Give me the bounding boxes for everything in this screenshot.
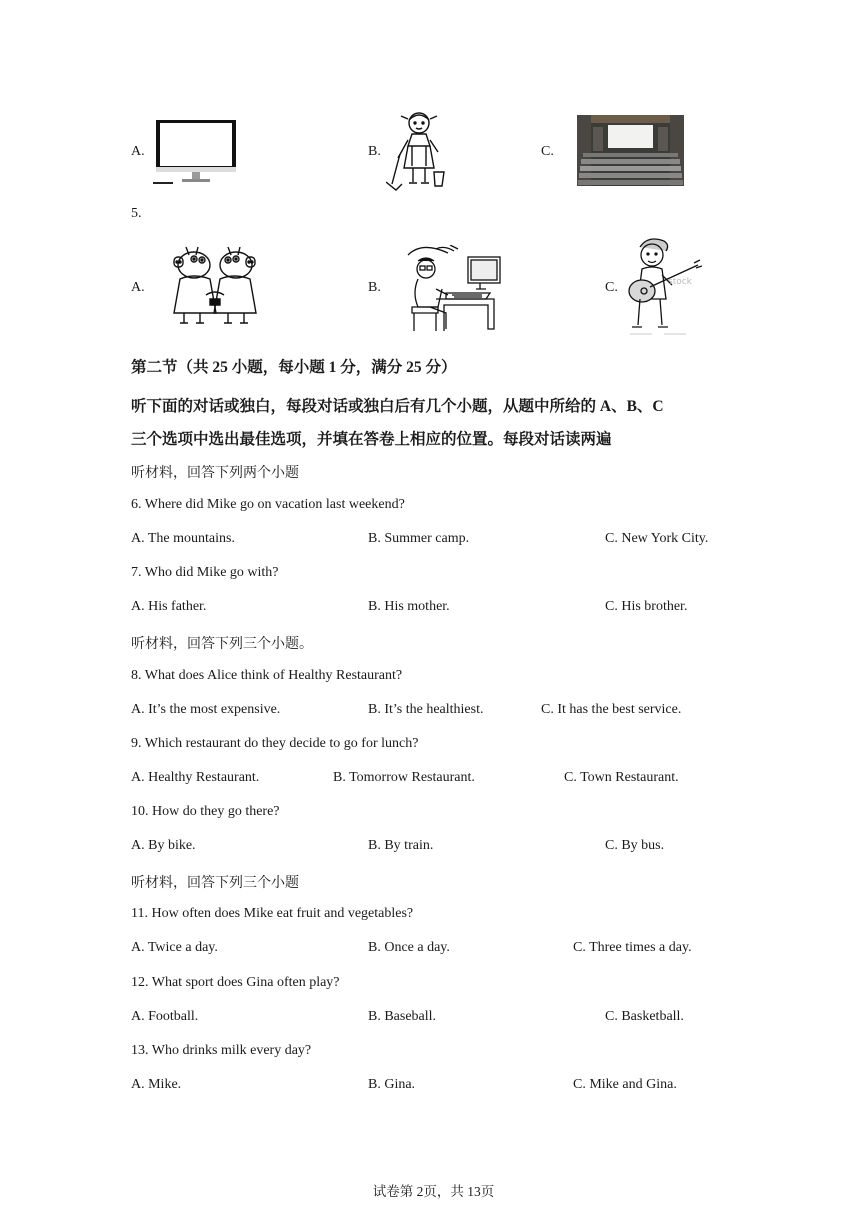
option-b[interactable]: B. Gina. xyxy=(368,1077,416,1092)
option-c[interactable]: C. New York City. xyxy=(605,531,709,546)
option-letter-a: A. xyxy=(131,144,145,159)
question-text: 6. Where did Mike go on vacation last weekend? xyxy=(131,497,405,512)
question-text: 7. Who did Mike go with? xyxy=(131,565,279,580)
option-a[interactable]: A. By bike. xyxy=(131,838,196,853)
option-a[interactable]: A. Mike. xyxy=(131,1077,182,1092)
question-text: 11. How often does Mike eat fruit and vegetables? xyxy=(131,906,414,921)
instruction-line-2: 三个选项中选出最佳选项，并填在答卷上相应的位置。每段对话读两遍 xyxy=(131,431,612,448)
group-intro: 听材料，回答下列三个小题。 xyxy=(131,637,313,652)
option-a[interactable]: A. The mountains. xyxy=(131,531,235,546)
option-c[interactable]: C. Mike and Gina. xyxy=(573,1077,677,1092)
option-a[interactable]: A. It’s the most expensive. xyxy=(131,702,281,717)
option-c[interactable]: C. Basketball. xyxy=(605,1009,684,1024)
option-b[interactable]: B. Once a day. xyxy=(368,940,450,955)
section-heading: 第二节（共 25 小题，每小题 1 分，满分 25 分） xyxy=(131,359,457,376)
question-text: 13. Who drinks milk every day? xyxy=(131,1043,312,1058)
question-5-number: 5. xyxy=(131,206,142,221)
question-text: 9. Which restaurant do they decide to go for lunch? xyxy=(131,736,419,751)
girl-sweeping-picture xyxy=(386,110,450,192)
option-b[interactable]: B. Summer camp. xyxy=(368,531,470,546)
option-c[interactable]: C. Town Restaurant. xyxy=(564,770,679,785)
option-c[interactable]: C. His brother. xyxy=(605,599,688,614)
group-intro: 听材料，回答下列三个小题 xyxy=(131,876,299,891)
option-b[interactable]: B. By train. xyxy=(368,838,434,853)
option-b[interactable]: B. Baseball. xyxy=(368,1009,437,1024)
q5-option-letter-a: A. xyxy=(131,280,145,295)
instruction-line-1: 听下面的对话或独白，每段对话或独白后有几个小题，从题中所给的 A、B、C xyxy=(131,398,664,415)
question-text: 12. What sport does Gina often play? xyxy=(131,975,340,990)
option-c[interactable]: C. By bus. xyxy=(605,838,665,853)
option-c[interactable]: C. It has the best service. xyxy=(541,702,682,717)
option-b[interactable]: B. His mother. xyxy=(368,599,450,614)
option-b[interactable]: B. It’s the healthiest. xyxy=(368,702,484,717)
option-b[interactable]: B. Tomorrow Restaurant. xyxy=(333,770,475,785)
cinema-hall-picture xyxy=(577,115,684,186)
option-letter-b: B. xyxy=(368,144,381,159)
cartoon-pigs-picture xyxy=(166,243,264,335)
computer-monitor-picture xyxy=(153,118,239,188)
boy-playing-guitar-picture xyxy=(624,235,702,337)
option-a[interactable]: A. Healthy Restaurant. xyxy=(131,770,260,785)
boy-at-computer-picture xyxy=(406,245,504,335)
option-letter-c: C. xyxy=(541,144,554,159)
group-intro: 听材料，回答下列两个小题 xyxy=(131,466,299,481)
option-a[interactable]: A. Football. xyxy=(131,1009,199,1024)
q5-option-letter-c: C. xyxy=(605,280,618,295)
option-a[interactable]: A. His father. xyxy=(131,599,207,614)
page-number-footer: 试卷第 2页，共 13页 xyxy=(372,1184,495,1199)
question-text: 8. What does Alice think of Healthy Restaurant? xyxy=(131,668,403,683)
question-text: 10. How do they go there? xyxy=(131,804,280,819)
q5-option-letter-b: B. xyxy=(368,280,381,295)
stock-watermark: stock xyxy=(668,277,692,287)
option-c[interactable]: C. Three times a day. xyxy=(573,940,692,955)
option-a[interactable]: A. Twice a day. xyxy=(131,940,218,955)
